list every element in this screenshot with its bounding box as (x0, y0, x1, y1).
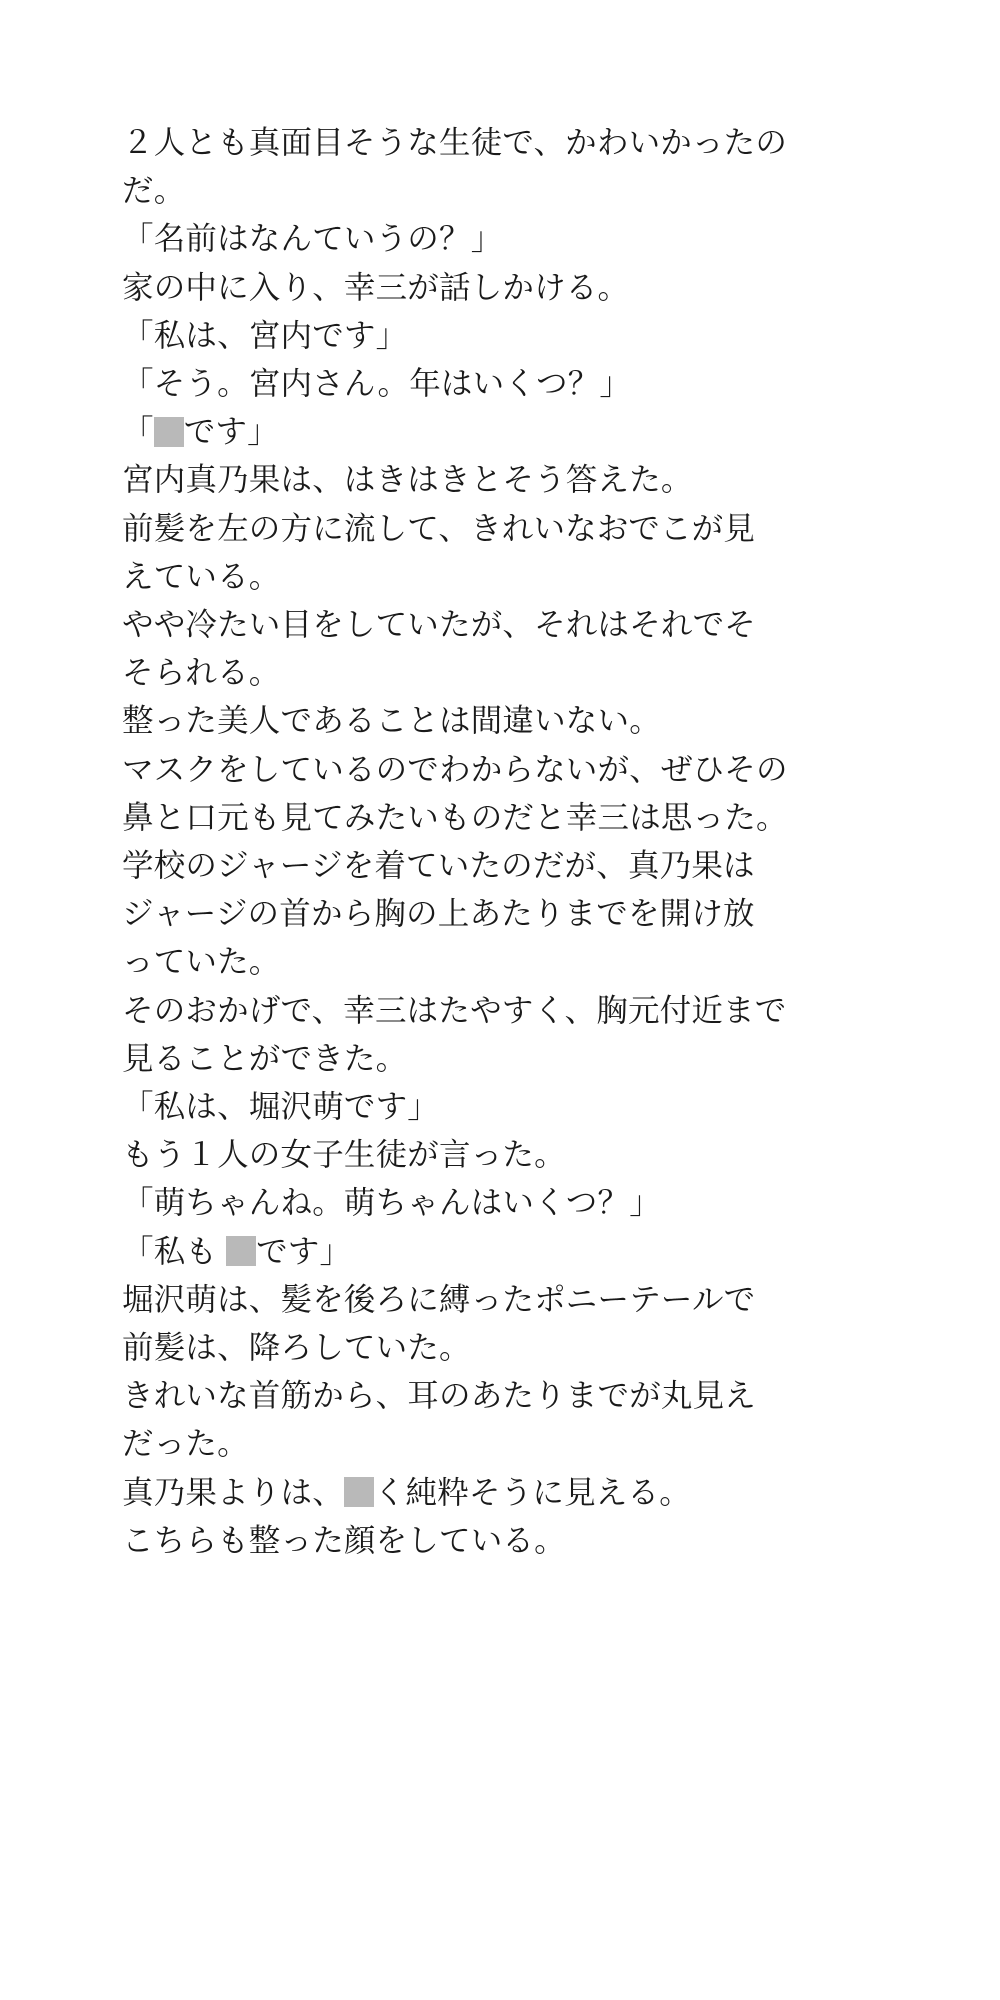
text-line: 堀沢萌は、髪を後ろに縛ったポニーテールで (122, 1280, 756, 1317)
text-line: そのおかげで、幸三はたやすく、胸元付近まで (122, 991, 787, 1028)
text-line: 整った美人であることは間違いない。 (122, 702, 661, 739)
text-line: もう１人の女子生徒が言った。 (122, 1136, 566, 1173)
text-fragment: く純粋そうに見える。 (373, 1473, 691, 1510)
text-line (122, 407, 910, 455)
text-fragment: 「 (122, 413, 154, 450)
text-line (122, 1227, 910, 1275)
text-line: そられる。 (122, 654, 281, 691)
text-line: 前髪を左の方に流して、きれいなおでこが見 (122, 509, 756, 546)
text-line: 家の中に入り、幸三が話しかける。 (122, 268, 630, 305)
text-line: 宮内真乃果は、はきはきとそう答えた。 (122, 461, 693, 498)
text-line: 「私は、堀沢萌です」 (122, 1088, 440, 1125)
text-line: 前髪は、降ろしていた。 (122, 1329, 471, 1366)
text-line: 鼻と口元も見てみたいものだと幸三は思った。 (122, 798, 788, 835)
text-line: マスクをしているのでわからないが、ぜひその (122, 750, 788, 787)
text-line: 見ることができた。 (122, 1039, 408, 1076)
text-line: ジャージの首から胸の上あたりまでを開け放 (122, 895, 755, 932)
text-line: えている。 (122, 557, 281, 594)
text-line (122, 1468, 910, 1516)
text-fragment: です」 (256, 1232, 352, 1269)
redaction-block (226, 1236, 256, 1266)
text-line: っていた。 (122, 943, 281, 980)
story-text (122, 118, 910, 1564)
text-fragment: です」 (183, 413, 279, 450)
text-line: こちらも整った顔をしている。 (122, 1521, 566, 1558)
text-line: やや冷たい目をしていたが、それはそれでそ (122, 606, 757, 643)
text-line: だった。 (122, 1425, 249, 1462)
text-line: 「そう。宮内さん。年はいくつ？」 (122, 365, 632, 402)
text-fragment: 「私も (122, 1232, 227, 1269)
text-line: きれいな首筋から、耳のあたりまでが丸見え (122, 1377, 757, 1414)
text-line: 「私は、宮内です」 (122, 316, 408, 353)
text-line: だ。 (122, 172, 186, 209)
text-line: ２人とも真面目そうな生徒で、かわいかったの (122, 124, 788, 160)
text-line: 「萌ちゃんね。萌ちゃんはいくつ？」 (122, 1184, 661, 1221)
text-line: 「名前はなんていうの？」 (122, 220, 503, 257)
redaction-block (154, 417, 184, 447)
text-line: 学校のジャージを着ていたのだが、真乃果は (122, 847, 755, 884)
redaction-block (344, 1477, 374, 1507)
text-fragment: 真乃果よりは、 (122, 1473, 344, 1510)
